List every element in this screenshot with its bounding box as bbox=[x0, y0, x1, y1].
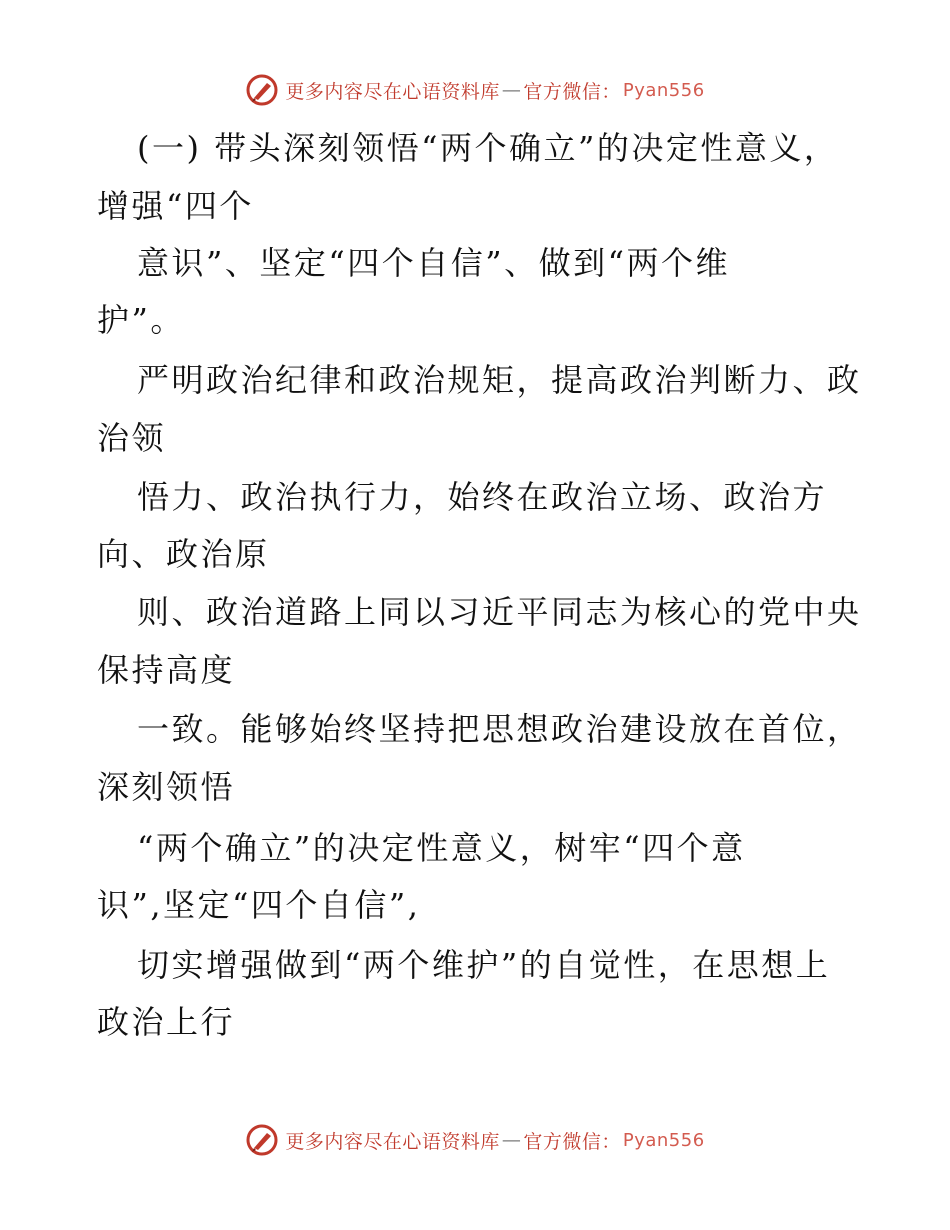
watermark-wechat-label: 官方微信： bbox=[523, 1130, 621, 1153]
watermark-brand: 更多内容尽在心语资料库 bbox=[285, 1130, 500, 1153]
watermark-separator: — bbox=[501, 1129, 522, 1151]
body-line: 深刻领悟 bbox=[97, 768, 236, 806]
body-line: 悟力、政治执行力，始终在政治立场、政治方 bbox=[137, 478, 828, 516]
body-line: 意识”、坚定“四个自信”、做到“两个维 bbox=[137, 244, 730, 282]
body-line: 政治上行 bbox=[97, 1003, 236, 1041]
body-line: “两个确立”的决定性意义，树牢“四个意 bbox=[137, 829, 746, 867]
body-line: 则、政治道路上同以习近平同志为核心的党中央 bbox=[137, 593, 862, 631]
footer-watermark bbox=[0, 1120, 950, 1160]
body-line: 一致。能够始终坚持把思想政治建设放在首位， bbox=[137, 710, 862, 748]
body-line: 向、政治原 bbox=[97, 535, 270, 573]
body-line: 保持高度 bbox=[97, 651, 236, 689]
watermark-wechat-id: Pyan556 bbox=[622, 79, 705, 101]
body-line: 护”。 bbox=[97, 301, 185, 339]
watermark-separator: — bbox=[501, 79, 522, 101]
body-line: 增强“四个 bbox=[97, 187, 254, 225]
watermark-wechat-id: Pyan556 bbox=[622, 1129, 705, 1151]
watermark-brand: 更多内容尽在心语资料库 bbox=[285, 80, 500, 103]
pen-seal-icon bbox=[245, 1123, 279, 1157]
body-line: 严明政治纪律和政治规矩，提高政治判断力、政 bbox=[137, 361, 862, 399]
body-line: 识”,坚定“四个自信”, bbox=[97, 886, 421, 924]
body-line: 切实增强做到“两个维护”的自觉性，在思想上 bbox=[137, 946, 831, 984]
body-line: (一) 带头深刻领悟“两个确立”的决定性意义， bbox=[137, 129, 839, 167]
watermark-wechat-label: 官方微信： bbox=[523, 80, 621, 103]
body-line: 治领 bbox=[97, 419, 167, 457]
